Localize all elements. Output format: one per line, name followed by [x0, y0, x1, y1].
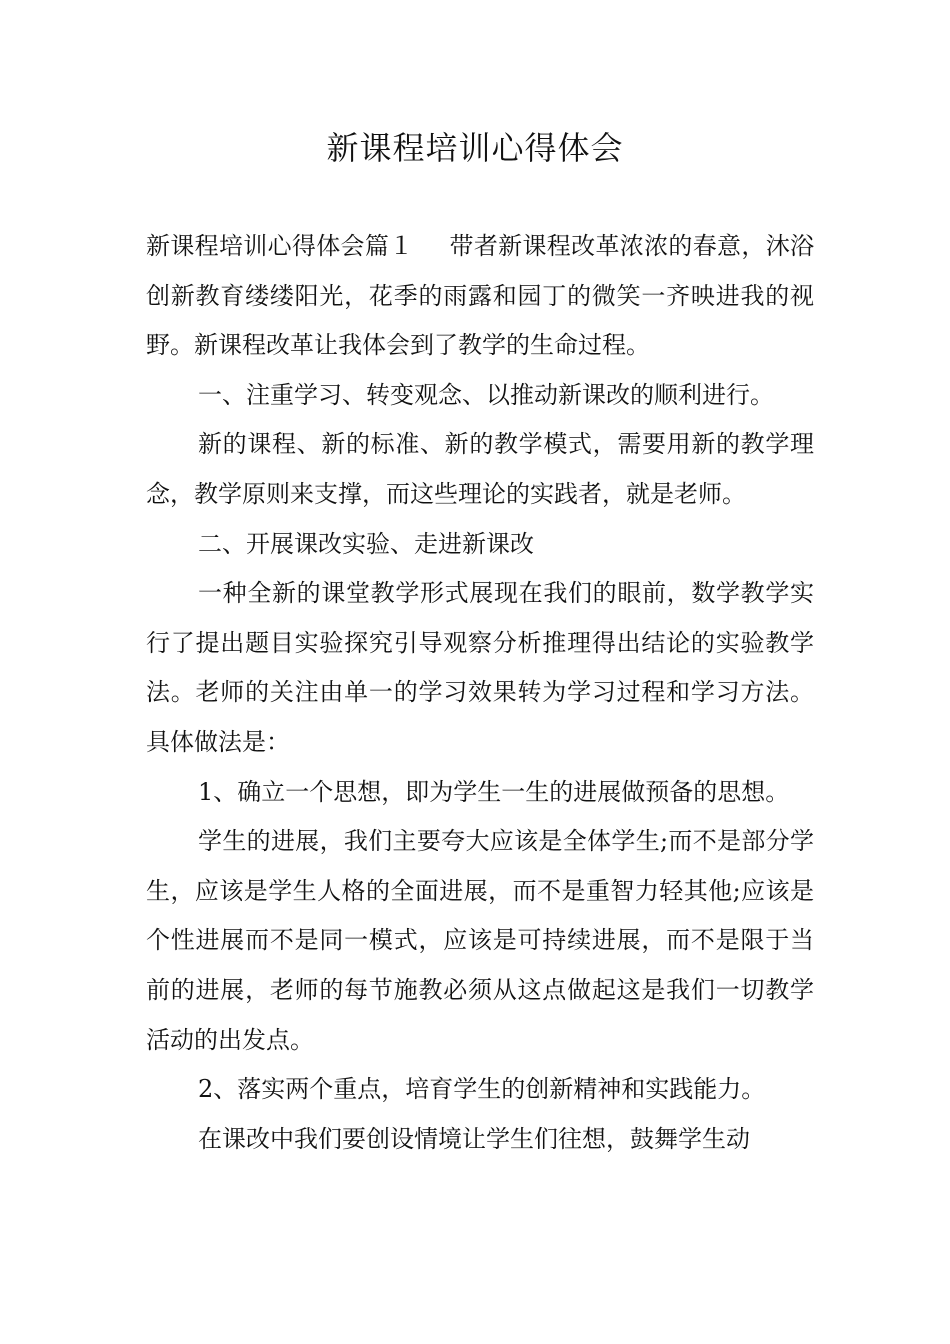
- intro-paragraph: [146, 222, 814, 371]
- section-heading-2: 二、开展课改实验、走进新课改: [198, 529, 534, 558]
- body-paragraph: 新的课程、新的标准、新的教学模式，需要用新的教学理念，教学原则来支撑，而这些理论的实践者，就是老师。: [146, 430, 814, 508]
- document-body: [146, 222, 814, 1164]
- document-title: 新课程培训心得体会: [326, 129, 624, 167]
- numbered-point-1: 1、确立一个思想，即为学生一生的进展做预备的思想。: [198, 777, 790, 806]
- intro-text: 带者新课程改革浓浓的春意，沐浴创新教育缕缕阳光，花季的雨露和园丁的微笑一齐映进我的视野。新课程改革让我体会到了教学的生命过程。: [146, 232, 815, 360]
- body-paragraph: 学生的进展，我们主要夸大应该是全体学生;而不是部分学生，应该是学生人格的全面进展，而不是重智力轻其他;应该是个性进展而不是同一模式，应该是可持续进展，而不是限于当前的进展，老师的每节施教必须从这点做起这是我们一切教学活动的出发点。: [146, 827, 814, 1054]
- numbered-point-2: 2、落实两个重点，培育学生的创新精神和实践能力。: [198, 1075, 766, 1104]
- section-heading-1: 一、注重学习、转变观念、以推动新课改的顺利进行。: [198, 380, 774, 409]
- intro-label: 新课程培训心得体会篇１: [146, 232, 414, 260]
- body-paragraph: 在课改中我们要创设情境让学生们往想，鼓舞学生动: [198, 1124, 750, 1153]
- body-paragraph: 一种全新的课堂教学形式展现在我们的眼前，数学教学实行了提出题目实验探究引导观察分析推理得出结论的实验教学法。老师的关注由单一的学习效果转为学习过程和学习方法。具体做法是：: [146, 579, 814, 756]
